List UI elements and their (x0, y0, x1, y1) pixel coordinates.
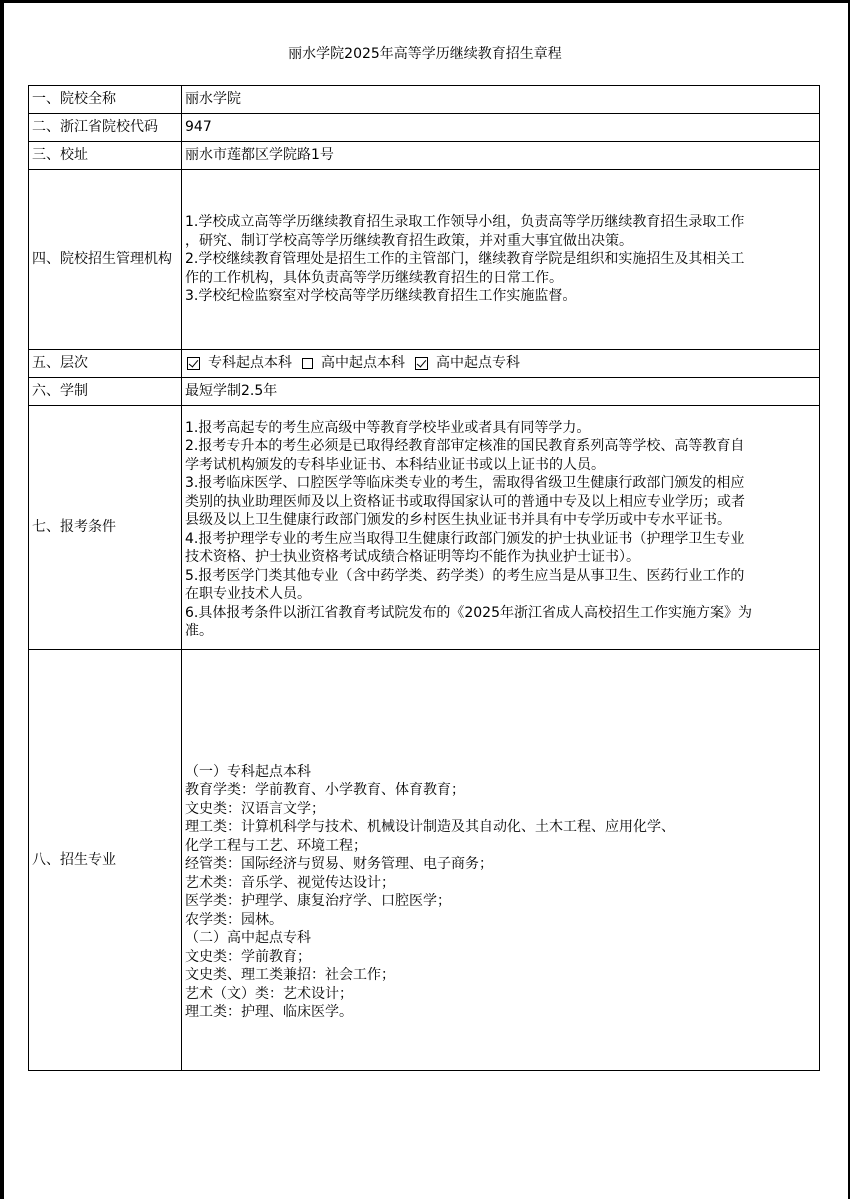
table-row-management (29, 170, 820, 350)
text-line: 1.学校成立高等学历继续教育招生录取工作领导小组，负责高等学历继续教育招生录取工作 (185, 214, 745, 231)
text-line: 文史类、理工类兼招：社会工作； (185, 967, 395, 983)
conditions-content (182, 406, 820, 650)
majors-content (182, 650, 820, 1071)
table-row-duration (29, 378, 820, 406)
table-row-majors (29, 650, 820, 1071)
text-line: 1.报考高起专的考生应高级中等教育学校毕业或者具有同等学力。 (185, 419, 591, 436)
text-line: 技术资格、护士执业资格考试成绩合格证明等均不能作为执业护士证书）。 (185, 549, 640, 565)
text-line: 3.报考临床医学、口腔医学等临床类专业的考生，需取得省级卫生健康行政部门颁发的相应 (185, 475, 745, 491)
admission-info-table (28, 85, 820, 1071)
row-label: 七、报考条件 (29, 406, 182, 650)
checkbox-checked-icon[interactable] (415, 357, 428, 370)
table-row-school-code (29, 114, 820, 142)
table-row-conditions (29, 406, 820, 650)
text-line: 艺术类：音乐学、视觉传达设计； (185, 874, 395, 891)
text-line: 化学工程与工艺、环境工程； (185, 837, 367, 854)
document-title: 丽水学院2025年高等学历继续教育招生章程 (288, 46, 562, 62)
text-line: 县级及以上卫生健康行政部门颁发的乡村医生执业证书并具有中专学历或中专水平证书。 (185, 512, 731, 528)
row-label (29, 170, 182, 350)
text-line: 教育学类：学前教育、小学教育、体育教育； (185, 782, 465, 798)
level-option-label: 高中起点专科 (436, 355, 520, 372)
row-label: 八、招生专业 (29, 650, 182, 1071)
page-frame-left (0, 0, 4, 1199)
text-line: 2.学校继续教育管理处是招生工作的主管部门，继续教育学院是组织和实施招生及其相关工 (185, 251, 745, 268)
text-line: 农学类：园林。 (185, 911, 283, 928)
row-label: 五、层次 (29, 350, 182, 378)
checkbox-empty-icon[interactable] (302, 358, 313, 369)
table-row-levels (29, 350, 820, 378)
text-line: 学考试机构颁发的专科毕业证书、本科结业证书或以上证书的人员。 (185, 456, 605, 473)
levels-content (182, 350, 820, 378)
text-line: 医学类：护理学、康复治疗学、口腔医学； (185, 893, 451, 909)
text-line: 经管类：国际经济与贸易、财务管理、电子商务； (185, 856, 493, 872)
level-option-label: 专科起点本科 (208, 355, 292, 372)
text-line: 理工类：计算机科学与技术、机械设计制造及其自动化、土木工程、应用化学、 (185, 819, 675, 835)
management-content (182, 170, 820, 350)
text-line: （一）专科起点本科 (185, 763, 311, 780)
text-line: 2.报考专升本的考生必须是已取得经教育部审定核准的国民教育系列高等学校、高等教育自 (185, 438, 745, 454)
text-line: 文史类：汉语言文学； (185, 800, 325, 817)
table-row-address (29, 142, 820, 170)
text-line: （二）高中起点专科 (185, 930, 311, 946)
text-line: 4.报考护理学专业的考生应当取得卫生健康行政部门颁发的护士执业证书（护理学卫生专业 (185, 530, 745, 547)
address-value: 丽水市莲都区学院路1号 (182, 142, 820, 170)
text-line: 5.报考医学门类其他专业（含中药学类、药学类）的考生应当是从事卫生、医药行业工作的 (185, 567, 745, 584)
school-code-value: 947 (182, 114, 820, 142)
text-line: 类别的执业助理医师及以上资格证书或取得国家认可的普通中专及以上相应专业学历；或者 (185, 493, 745, 510)
row-label: 二、浙江省院校代码 (29, 114, 182, 142)
checkbox-checked-icon[interactable] (187, 357, 200, 370)
text-line: 艺术（文）类：艺术设计； (185, 985, 353, 1002)
management-label: 四、院校招生管理机构 (32, 251, 172, 268)
text-line: ，研究、制订学校高等学历继续教育招生政策，并对重大事宜做出决策。 (185, 232, 633, 249)
row-label: 一、院校全称 (29, 86, 182, 114)
page-frame-top (0, 0, 850, 3)
table-row-school-name (29, 86, 820, 114)
level-option-label: 高中起点本科 (321, 355, 405, 372)
duration-value: 最短学制2.5年 (182, 378, 820, 406)
row-label: 六、学制 (29, 378, 182, 406)
row-label: 三、校址 (29, 142, 182, 170)
text-line: 作的工作机构，具体负责高等学历继续教育招生的日常工作。 (185, 269, 563, 286)
text-line: 文史类：学前教育； (185, 948, 311, 965)
text-line: 在职专业技术人员。 (185, 586, 311, 602)
school-name-value: 丽水学院 (182, 86, 820, 114)
text-line: 理工类：护理、临床医学。 (185, 1004, 353, 1020)
text-line: 3.学校纪检监察室对学校高等学历继续教育招生工作实施监督。 (185, 288, 577, 305)
text-line: 准。 (185, 623, 213, 639)
text-line: 6.具体报考条件以浙江省教育考试院发布的《2025年浙江省成人高校招生工作实施方案》为 (185, 604, 752, 621)
